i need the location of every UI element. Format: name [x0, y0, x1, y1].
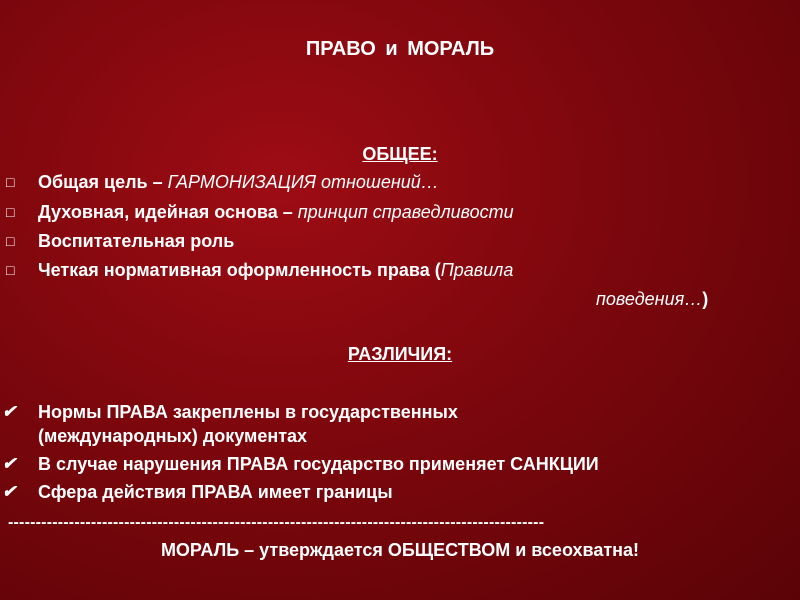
- separator-line: -------------------------------------------------------------------------------------------------: [8, 514, 545, 531]
- difference-item-text: (международных) документах: [38, 426, 308, 446]
- common-item-text: Воспитательная роль: [38, 231, 235, 251]
- common-item-text: Общая цель –: [38, 172, 168, 192]
- differences-heading: РАЗЛИЧИЯ:: [347, 344, 453, 364]
- difference-item-text: Сфера действия ПРАВА имеет границы: [38, 482, 393, 502]
- checkmark-icon: ✔: [2, 454, 17, 473]
- checkmark-icon: ✔: [2, 482, 17, 501]
- difference-item-text: В случае нарушения ПРАВА государство применяет САНКЦИИ: [38, 454, 599, 474]
- slide-title: ПРАВО и МОРАЛЬ: [305, 38, 495, 60]
- common-item-continuation: поведения…): [596, 289, 709, 309]
- common-item-emphasis: поведения…: [596, 289, 703, 309]
- common-item-text: Четкая нормативная оформленность права (: [38, 260, 441, 280]
- bullet-icon: □: [6, 204, 15, 220]
- common-heading: ОБЩЕЕ:: [362, 144, 438, 164]
- common-item-emphasis: ГАРМОНИЗАЦИЯ отношений…: [167, 172, 439, 192]
- difference-item-text: Нормы ПРАВА закреплены в государственных: [38, 402, 458, 422]
- bullet-icon: □: [6, 262, 15, 278]
- common-item-emphasis: Правила: [440, 260, 514, 280]
- footer-statement: МОРАЛЬ – утверждается ОБЩЕСТВОМ и всеохватна!: [160, 540, 640, 560]
- bullet-icon: □: [6, 174, 15, 190]
- common-item-emphasis: принцип справедливости: [297, 202, 514, 222]
- bullet-icon: □: [6, 233, 15, 249]
- checkmark-icon: ✔: [2, 402, 17, 421]
- common-item-text: Духовная, идейная основа –: [38, 202, 298, 222]
